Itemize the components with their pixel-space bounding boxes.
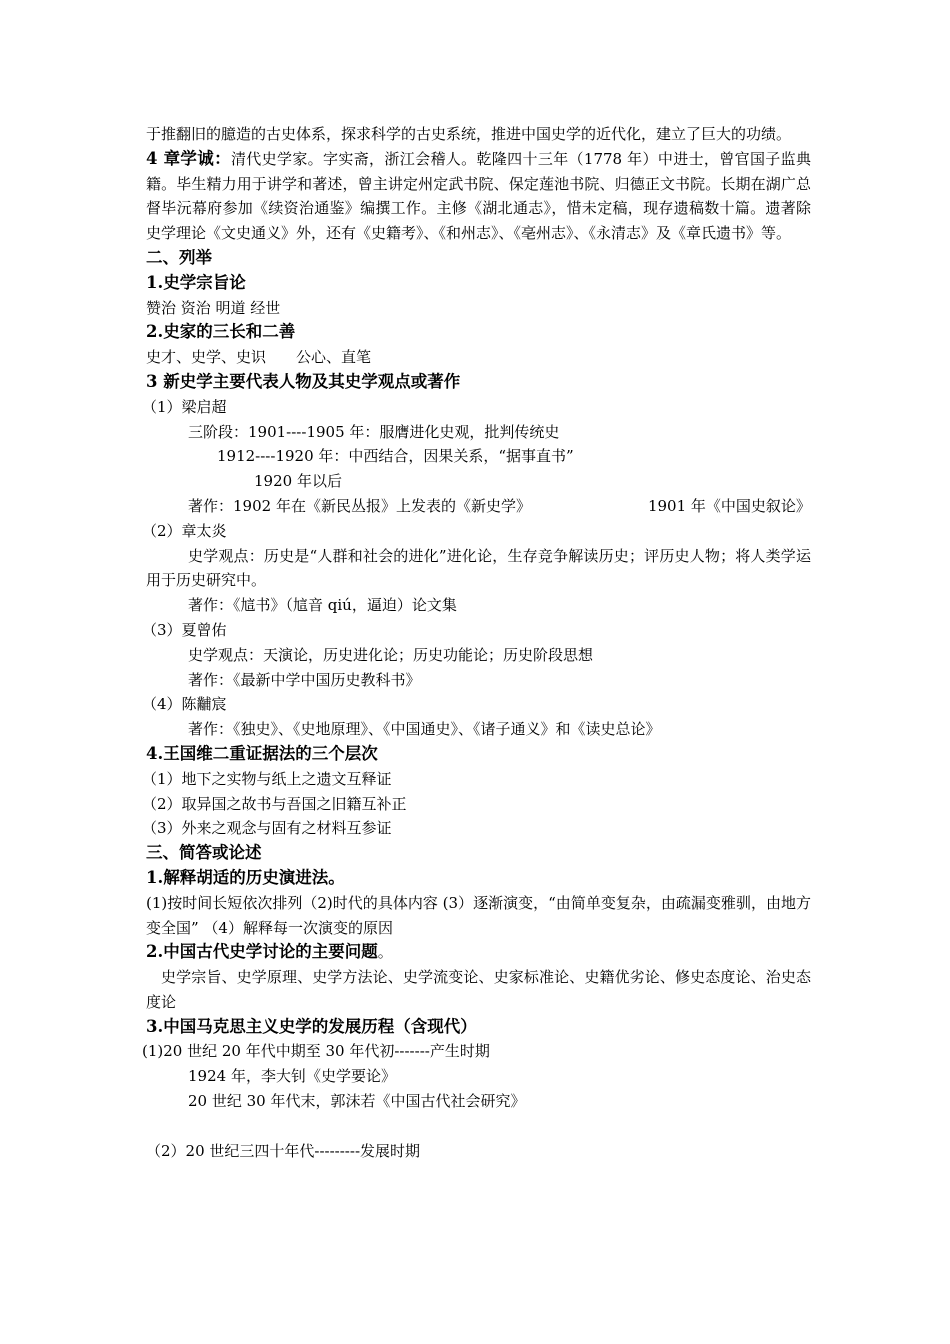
- q1-heading: 1.史学宗旨论: [146, 272, 246, 292]
- xia-zengyou-view: 史学观点：天演论，历史进化论；历史功能论；历史阶段思想: [188, 645, 594, 664]
- s3-q1-heading: 1.解释胡适的历史演进法。: [146, 867, 345, 887]
- liang-qichao-name: （1）梁启超: [142, 397, 227, 416]
- q4-item: （2）取异国之故书与吾国之旧籍互补正: [142, 794, 407, 813]
- s3-q3-period-1-item-a: 1924 年，李大钊《史学要论》: [188, 1067, 396, 1086]
- s3-q1-answer: (1)按时间长短依次排列（2)时代的具体内容 (3）逐渐演变，“由简单变复杂，由疏漏变雅驯，由地方变全国” （4）解释每一次演变的原因: [146, 893, 811, 937]
- liang-works-a: 著作：1902 年在《新民丛报》上发表的《新史学》: [188, 496, 531, 515]
- chen-fuchen-name: （4）陈黼宸: [142, 695, 227, 714]
- s3-q2-title: 2.中国古代史学讨论的主要问题: [146, 942, 378, 962]
- liang-stage-2: 1912----1920 年：中西结合，因果关系，“据事直书”: [217, 447, 574, 466]
- section-3-heading: 三、简答或论述: [146, 843, 262, 863]
- zhang-taiyan-view: 史学观点：历史是“人群和社会的进化”进化论，生存竞争解读历史；评历史人物；将人类学运用于历史研究中。: [146, 546, 811, 590]
- section-2-heading: 二、列举: [146, 247, 212, 267]
- q4-heading: 4.王国维二重证据法的三个层次: [146, 743, 378, 763]
- s3-q2-title-end: 。: [377, 943, 393, 962]
- zhang-xuecheng-text: 清代史学家。字实斋，浙江会稽人。乾隆四十三年（1778 年）中进士，曾官国子监典籍。毕生精力用于讲学和著述，曾主讲定州定武书院、保定莲池书院、归德正文书院。长期在湖广总督毕沅幕府参加《续资治通鉴》编撰工作。主修《湖北通志》，惜未定稿，现存遗稿数十篇。遗著除史学理论《文史通义》外，还有《史籍考》、《和州志》、《亳州志》、《永清志》及《章氏遗书》等。: [146, 149, 811, 243]
- q4-item: （1）地下之实物与纸上之遗文互释证: [142, 769, 392, 788]
- s3-q3-period-1: (1)20 世纪 20 年代中期至 30 年代初-------产生时期: [142, 1042, 490, 1061]
- zhang-taiyan-name: （2）章太炎: [142, 521, 227, 540]
- document-page: [142, 122, 811, 1163]
- liang-works: [146, 494, 811, 519]
- liang-stage-3: 1920 年以后: [254, 472, 342, 491]
- q2-answer: [146, 345, 811, 370]
- s3-q2-heading: [146, 940, 811, 965]
- xia-zengyou-name: （3）夏曾佑: [142, 620, 227, 639]
- q2-heading: 2.史家的三长和二善: [146, 322, 296, 342]
- s3-q3-heading: 3.中国马克思主义史学的发展历程（含现代）: [146, 1016, 477, 1036]
- chen-fuchen-works: 著作：《独史》、《史地原理》、《中国通史》、《诸子通义》和《读史总论》: [188, 720, 661, 739]
- xia-zengyou-works: 著作：《最新中学中国历史教科书》: [188, 670, 421, 689]
- liang-stage-1: 三阶段：1901----1905 年：服膺进化史观，批判传统史: [188, 422, 560, 441]
- intro-paragraph: 于推翻旧的臆造的古史体系，探求科学的古史系统，推进中国史学的近代化，建立了巨大的功绩。: [146, 125, 792, 143]
- q2-answer-b: 公心、直笔: [296, 348, 372, 367]
- zhang-xuecheng-label: 4 章学诚：: [146, 148, 231, 168]
- liang-works-b: 1901 年《中国史叙论》: [647, 496, 811, 515]
- q2-answer-a: 史才、史学、史识: [146, 348, 267, 367]
- zhang-xuecheng-paragraph: [146, 147, 811, 246]
- zhang-taiyan-works: 著作：《訄书》（訄音 qiú，逼迫）论文集: [188, 596, 457, 615]
- s3-q3-period-1-item-b: 20 世纪 30 年代末，郭沫若《中国古代社会研究》: [188, 1092, 526, 1111]
- q4-item: （3）外来之观念与固有之材料互参证: [142, 819, 392, 838]
- q3-heading: 3 新史学主要代表人物及其史学观点或著作: [146, 371, 461, 391]
- s3-q2-answer: 史学宗旨、史学原理、史学方法论、史学流变论、史家标准论、史籍优劣论、修史态度论、治史态度论: [146, 968, 811, 1011]
- q1-answer: 赞治 资治 明道 经世: [146, 298, 281, 317]
- blank-line: [146, 1114, 811, 1139]
- s3-q3-period-2: （2）20 世纪三四十年代---------发展时期: [146, 1141, 421, 1160]
